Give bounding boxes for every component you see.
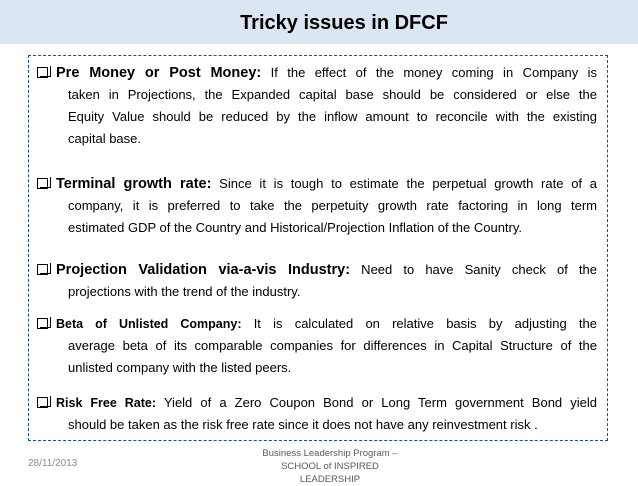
bullet-text: It is calculated on relative basis by adjusting the bbox=[241, 316, 597, 331]
bullet-pre-money bbox=[37, 62, 597, 150]
bullet-line bbox=[37, 392, 597, 414]
bullet-heading: Pre Money or Post Money: bbox=[56, 65, 262, 81]
bullet-text: Since it is tough to estimate the perpetual growth rate of a bbox=[211, 176, 598, 191]
bullet-line bbox=[37, 173, 597, 195]
bullet-text: If the effect of the money coming in Company is bbox=[261, 65, 597, 80]
bullet-line: projections with the trend of the industry. bbox=[68, 284, 301, 299]
bullet-heading: Projection Validation via-a-vis Industry: bbox=[56, 262, 351, 278]
bullet-line: Equity Value should be reduced by the inflow amount to reconcile with the existing bbox=[68, 109, 597, 124]
bullet-risk-free-rate bbox=[37, 392, 597, 436]
bullet-projection-validation bbox=[37, 259, 597, 303]
bullet-line: estimated GDP of the Country and Historical/Projection Inflation of the Country. bbox=[68, 220, 523, 235]
bullet-line: average beta of its comparable companies for differences in Capital Structure of the bbox=[68, 338, 597, 353]
checkbox-bullet-icon bbox=[37, 264, 48, 275]
footer-program bbox=[250, 447, 410, 486]
footer-date: 28/11/2013 bbox=[28, 458, 78, 469]
footer-program-line2: SCHOOL of INSPIRED LEADERSHIP bbox=[281, 461, 379, 485]
bullet-text: Yield of a Zero Coupon Bond or Long Term government Bond yield bbox=[156, 395, 597, 410]
bullet-heading: Risk Free Rate: bbox=[56, 396, 156, 410]
checkbox-bullet-icon bbox=[37, 397, 48, 408]
bullet-line: should be taken as the risk free rate since it does not have any reinvestment risk . bbox=[68, 417, 538, 432]
title-bar bbox=[0, 0, 638, 44]
bullet-line: taken in Projections, the Expanded capital base should be considered or else the bbox=[68, 87, 597, 102]
bullet-terminal-growth bbox=[37, 173, 597, 239]
checkbox-bullet-icon bbox=[37, 67, 48, 78]
slide-title: Tricky issues in DFCF bbox=[240, 11, 448, 34]
bullet-line bbox=[37, 259, 597, 281]
bullet-line bbox=[37, 313, 597, 335]
bullet-beta-unlisted bbox=[37, 313, 597, 379]
bullet-heading: Terminal growth rate: bbox=[56, 176, 212, 192]
checkbox-bullet-icon bbox=[37, 178, 48, 189]
footer-program-line1: Business Leadership Program – bbox=[262, 448, 398, 459]
bullet-line bbox=[37, 62, 597, 84]
bullet-line: company, it is preferred to take the perpetuity growth rate factoring in long term bbox=[68, 198, 597, 213]
bullet-line: capital base. bbox=[68, 131, 141, 146]
bullet-text: Need to have Sanity check of the bbox=[350, 262, 597, 277]
checkbox-bullet-icon bbox=[37, 318, 48, 329]
bullet-heading: Beta of Unlisted Company: bbox=[56, 317, 242, 331]
bullet-line: unlisted company with the listed peers. bbox=[68, 360, 292, 375]
